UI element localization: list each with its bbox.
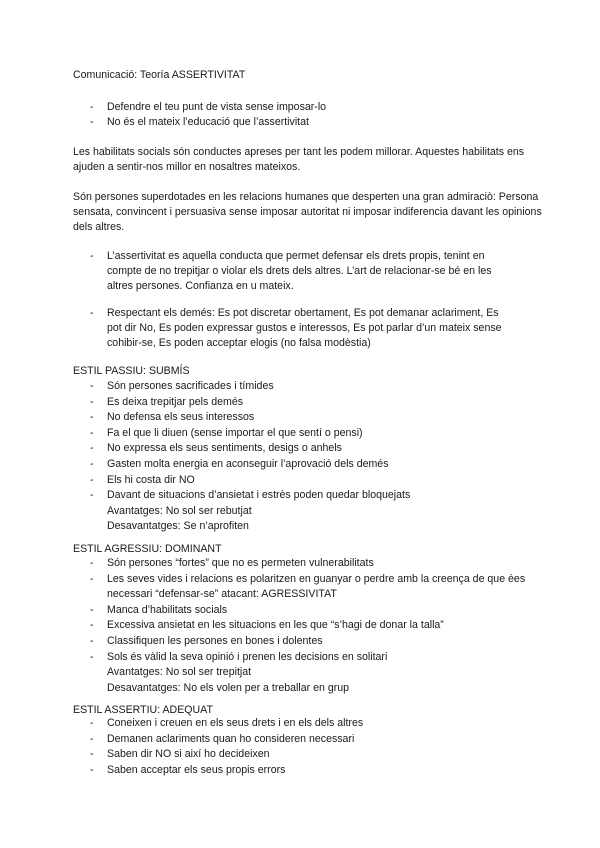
dash-bullet: - (90, 763, 94, 776)
desavantatges: Desavantatges: Se n’aprofiten (107, 520, 249, 533)
dash-bullet: - (90, 473, 94, 486)
list-item: - No defensa els seus interessos (0, 410, 507, 426)
assertivitat-definition (0, 249, 600, 294)
paragraph-superdotades: Són persones superdotades en les relacions humanes que desperten una gran admiraciò: Persona sensata, convincent i persuasiva sense imposar autoritat ni imposar indiferencia davant les opinions dels altres. (73, 191, 542, 233)
dash-bullet: - (90, 717, 94, 729)
list-item: - Davant de situacions d’ansietat i estrès poden quedar bloquejats Avantatges: No sol ser rebutjat Desavantatges: Se n’aprofiten (0, 488, 507, 535)
desavantatges: Desavantatges: No els volen per a treballar en grup (107, 681, 350, 694)
list-item: - Classifiquen les persones en bones i dolentes (0, 634, 507, 650)
avantatges: Avantatges: No sol ser rebutjat (107, 504, 252, 517)
agressiu-list (0, 556, 600, 696)
list-item: - Coneixen i creuen en els seus drets i en els dels altres (0, 716, 507, 732)
dash-bullet: - (90, 101, 94, 113)
list-item: - Es deixa trepitjar pels demés (0, 395, 507, 411)
dash-bullet: - (90, 572, 94, 585)
dash-bullet: - (90, 650, 94, 663)
dash-bullet: - (90, 457, 94, 470)
intro-list (0, 100, 600, 130)
list-item: - Demanen aclariments quan ho consideren necessari (0, 732, 507, 748)
section-heading-assertiu: ESTIL ASSERTIU: ADEQUAT (73, 704, 213, 716)
dash-bullet: - (90, 411, 94, 424)
dash-bullet: - (90, 442, 94, 455)
dash-bullet: - (90, 426, 94, 439)
document-title: Comunicació: Teoría ASSERTIVITAT (73, 69, 246, 81)
list-item: - Els hi costa dir NO (0, 473, 507, 489)
section-heading-passiu: ESTIL PASSIU: SUBMÍS (73, 365, 190, 377)
assertiu-list (0, 716, 600, 778)
passiu-list (0, 379, 600, 535)
list-item: - No és el mateix l’educació que l’assertivitat (90, 116, 309, 128)
dash-bullet: - (90, 250, 94, 262)
dash-bullet: - (90, 116, 94, 128)
list-item: - L’assertivitat es aquella conducta que permet defensar els drets propis, tenint en compte de no trepitjar o violar els drets dels altres. L’art de relacionar-se bé en les altres persones. Confianza en u mateix. (90, 250, 492, 292)
list-item: - Defendre el teu punt de vista sense imposar-lo (90, 101, 327, 113)
dash-bullet: - (90, 732, 94, 745)
list-item: - Saben dir NO si així ho decideixen (0, 747, 507, 763)
dash-bullet: - (90, 395, 94, 408)
list-item: - Gasten molta energia en aconseguir l’aprovació dels demés (0, 457, 507, 473)
list-item: - Fa el que li diuen (sense importar el que sentí o pensi) (0, 426, 507, 442)
avantatges: Avantatges: No sol ser trepitjat (107, 666, 252, 679)
list-item: - Saben acceptar els seus propis errors (0, 763, 507, 779)
dash-bullet: - (90, 380, 94, 392)
dash-bullet: - (90, 489, 94, 502)
list-item: - Manca d’habilitats socials (0, 603, 507, 619)
dash-bullet: - (90, 557, 94, 569)
list-item: - Respectant els demés: Es pot discretar obertament, Es pot demanar aclariment, Es pot dir No, Es poden expressar gustos e interessos, Es pot parlar d’un mateix sense cohibir-se, Es poden acceptar elogis (no falsa modèstia) (90, 307, 502, 349)
list-item: - Són persones sacrificades i tímides (0, 379, 507, 395)
paragraph-habilitats: Les habilitats socials són conductes apreses per tant les podem millorar. Aquestes habilitats ens ajuden a sentir-nos millor en nosaltres mateixos. (73, 146, 525, 173)
respect-points (0, 306, 600, 351)
dash-bullet: - (90, 603, 94, 616)
list-item: - Sols és vàlid la seva opinió i prenen les decisions en solitari Avantatges: No sol ser trepitjat Desavantatges: No els volen per a treballar en grup (0, 650, 507, 697)
dash-bullet: - (90, 619, 94, 632)
list-item: - Les seves vides i relacions es polaritzen en guanyar o perdre amb la creença de que ées necessari “defensar-se” atacant: AGRESSIVITAT (90, 572, 526, 601)
section-heading-agressiu: ESTIL AGRESSIU: DOMINANT (73, 543, 222, 555)
list-item: - Són persones “fortes” que no es permeten vulnerabilitats (0, 556, 507, 572)
list-item: - No expressa els seus sentiments, desigs o anhels (0, 441, 507, 457)
list-item: - Excessiva ansietat en les situacions en les que “s’hagi de donar la talla” (0, 618, 507, 634)
dash-bullet: - (90, 307, 94, 319)
dash-bullet: - (90, 634, 94, 647)
dash-bullet: - (90, 748, 94, 761)
